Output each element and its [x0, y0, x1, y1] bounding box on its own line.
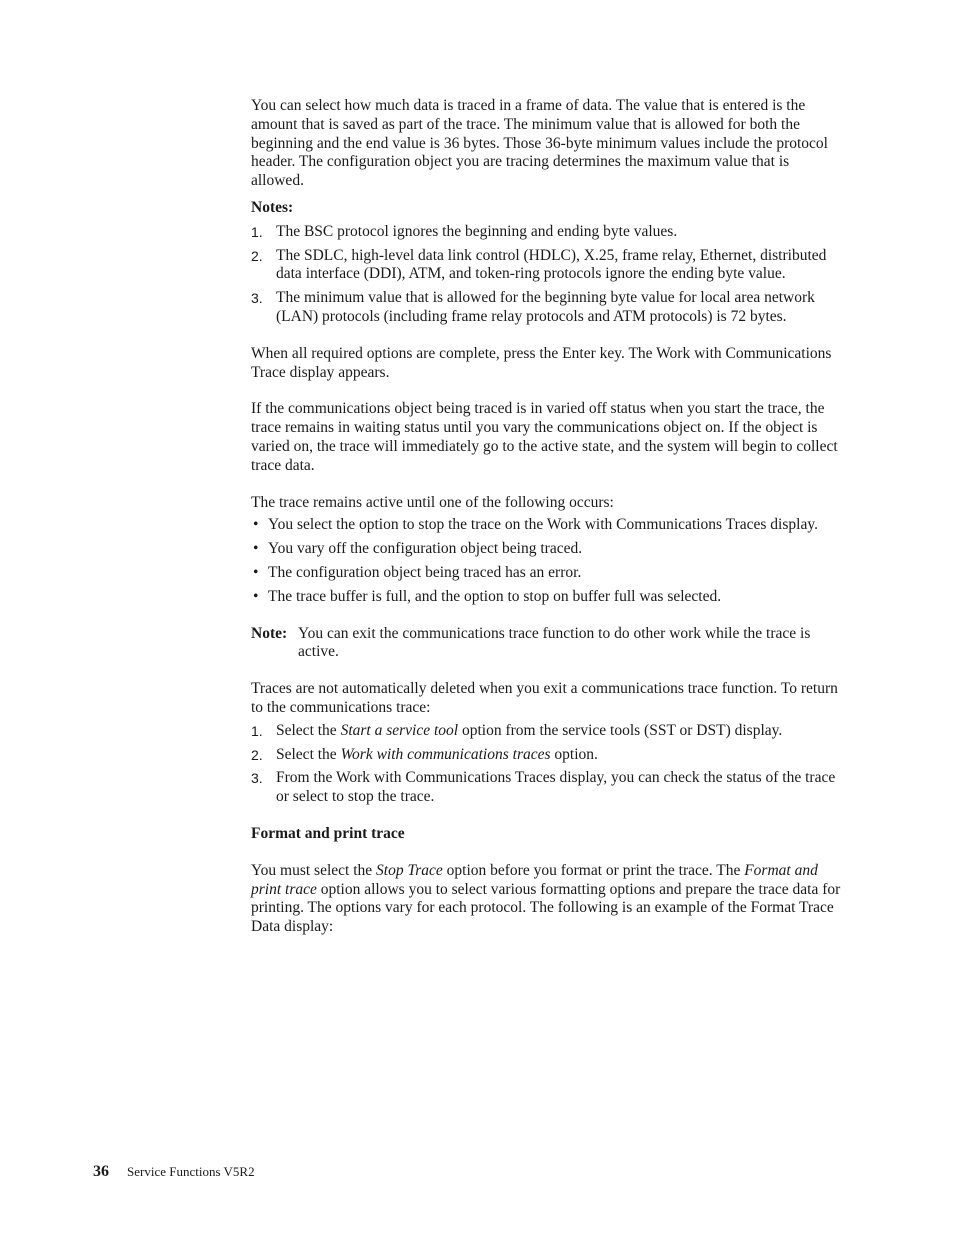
note-label: Note:	[251, 624, 288, 642]
traces-intro: Traces are not automatically deleted when you exit a communications trace function. To return to the communications trace:	[251, 680, 838, 716]
list-number: 2.	[251, 746, 263, 763]
list-number: 1.	[251, 722, 263, 739]
list-item	[251, 564, 841, 583]
list-item	[251, 289, 841, 327]
list-item	[251, 540, 841, 559]
list-item	[251, 769, 841, 807]
section-heading: Format and print trace	[251, 824, 405, 842]
list-number: 3.	[251, 770, 263, 787]
document-title: Service Functions V5R2	[127, 1164, 255, 1179]
step-text-pre: From the Work with Communications Traces display, you can check the status of the trace or select to stop the trace.	[276, 769, 836, 806]
step-text-emphasis: Start a service tool	[340, 721, 459, 739]
list-item-text: You vary off the configuration object being traced.	[268, 540, 583, 558]
step-text-post: option.	[550, 745, 598, 763]
final-emphasis-1: Stop Trace	[376, 861, 443, 879]
final-text-3: option allows you to select various formatting options and prepare the trace data for printing. The options vary for each protocol. The following is an example of the Format Trace Data display:	[251, 880, 841, 936]
notes-list	[251, 223, 841, 327]
step-text-pre: Select the	[276, 745, 341, 763]
note-block	[251, 625, 841, 663]
list-item	[251, 223, 841, 242]
list-number: 2.	[251, 247, 263, 264]
list-item	[251, 516, 841, 535]
page-footer	[93, 1163, 255, 1181]
list-item-text: The trace buffer is full, and the option to stop on buffer full was selected.	[268, 587, 722, 605]
final-text-1: You must select the	[251, 861, 377, 879]
final-emphasis-2: Format and print trace	[251, 861, 818, 898]
bullet-icon: •	[253, 540, 259, 558]
bullet-icon: •	[253, 587, 259, 605]
intro-paragraph: You can select how much data is traced in a frame of data. The value that is entered is the amount that is saved as part of the trace. The minimum value that is allowed for both the beginning and the end value is 36 bytes. Those 36-byte minimum values include the protocol header. The configuration object you are tracing determines the maximum value that is allowed.	[251, 97, 828, 190]
list-item	[251, 746, 841, 765]
notes-heading: Notes:	[251, 198, 294, 216]
list-item-text: The minimum value that is allowed for the beginning byte value for local area network (LAN) protocols (including frame relay protocols and ATM protocols) is 72 bytes.	[276, 289, 815, 325]
list-item-text: The SDLC, high-level data link control (HDLC), X.25, frame relay, Ethernet, distributed data interface (DDI), ATM, and token-ring protocols ignore the ending byte value.	[276, 246, 827, 283]
final-text-2: option before you format or print the trace. The	[442, 861, 745, 879]
step-text-post: option from the service tools (SST or DST) display.	[458, 721, 783, 739]
list-item	[251, 722, 841, 741]
return-steps-list	[251, 722, 841, 807]
step-text-pre: Select the	[276, 721, 341, 739]
list-item-text: You select the option to stop the trace on the Work with Communications Traces display.	[268, 516, 818, 534]
final-paragraph	[251, 862, 841, 937]
list-item-text: The configuration object being traced has an error.	[268, 563, 582, 581]
step-text-emphasis: Work with communications traces	[340, 745, 551, 763]
bullet-icon: •	[253, 516, 259, 534]
note-text: You can exit the communications trace function to do other work while the trace is active.	[298, 624, 811, 661]
list-item	[251, 247, 841, 285]
enter-paragraph: When all required options are complete, press the Enter key. The Work with Communications Trace display appears.	[251, 344, 832, 381]
list-number: 3.	[251, 290, 263, 307]
list-item-text: The BSC protocol ignores the beginning and ending byte values.	[276, 222, 678, 240]
page-number: 36	[93, 1163, 109, 1180]
bullet-icon: •	[253, 563, 259, 581]
list-item	[251, 588, 841, 607]
list-number: 1.	[251, 223, 263, 240]
varied-paragraph: If the communications object being traced is in varied off status when you start the trace, the trace remains in waiting status until you vary the communications object on. If the object is varied on, the trace will immediately go to the active state, and the system will begin to collect trace data.	[251, 400, 838, 474]
active-intro: The trace remains active until one of the following occurs:	[251, 493, 614, 511]
active-conditions-list	[251, 516, 841, 606]
page-body	[251, 97, 841, 937]
